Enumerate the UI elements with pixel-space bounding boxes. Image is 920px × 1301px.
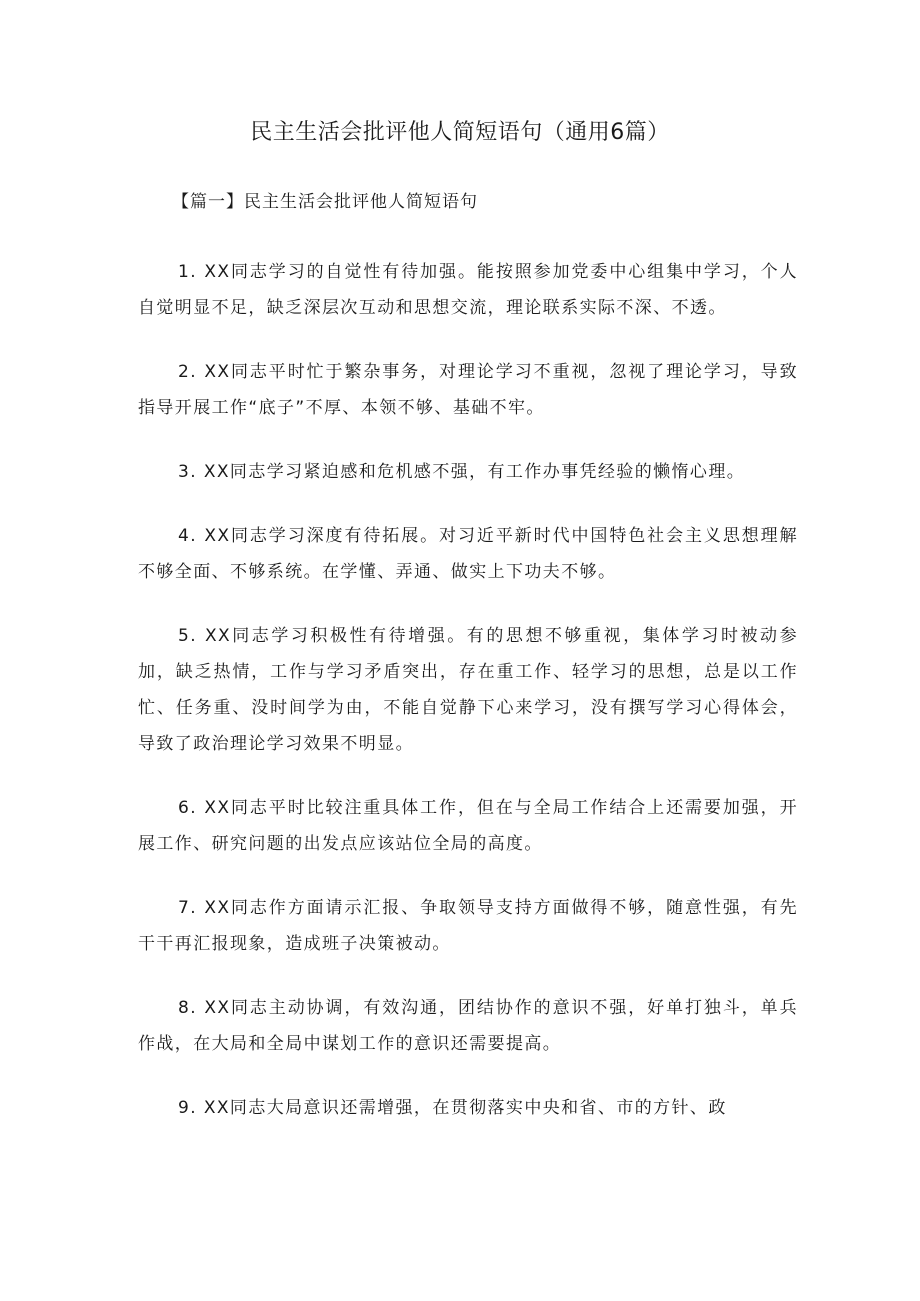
document-title: 民主生活会批评他人简短语句（通用6篇）: [250, 120, 670, 145]
list-item: 7. XX同志作方面请示汇报、争取领导支持方面做得不够，随意性强，有先干干再汇报现象，造成班子决策被动。: [138, 898, 798, 954]
list-item: 5. XX同志学习积极性有待增强。有的思想不够重视，集体学习时被动参加，缺乏热情，工作与学习矛盾突出，存在重工作、轻学习的思想，总是以工作忙、任务重、没时间学为由，不能自觉静下心来学习，没有撰写学习心得体会，导致了政治理论学习效果不明显。: [138, 626, 798, 754]
section-heading: 【篇一】民主生活会批评他人简短语句: [172, 192, 478, 212]
list-item: 3. XX同志学习紧迫感和危机感不强，有工作办事凭经验的懒惰心理。: [178, 462, 746, 482]
list-item: 1. XX同志学习的自觉性有待加强。能按照参加党委中心组集中学习，个人自觉明显不足，缺乏深层次互动和思想交流，理论联系实际不深、不透。: [138, 262, 798, 318]
list-item: 6. XX同志平时比较注重具体工作，但在与全局工作结合上还需要加强，开展工作、研究问题的出发点应该站位全局的高度。: [138, 798, 798, 854]
item-list: [138, 254, 798, 1154]
list-item: 4. XX同志学习深度有待拓展。对习近平新时代中国特色社会主义思想理解不够全面、不够系统。在学懂、弄通、做实上下功夫不够。: [138, 526, 798, 582]
list-item: 2. XX同志平时忙于繁杂事务，对理论学习不重视，忽视了理论学习，导致指导开展工作“底子”不厚、本领不够、基础不牢。: [138, 362, 798, 418]
list-item: 9. XX同志大局意识还需增强，在贯彻落实中央和省、市的方针、政: [178, 1098, 727, 1118]
list-item: 8. XX同志主动协调，有效沟通，团结协作的意识不强，好单打独斗，单兵作战，在大局和全局中谋划工作的意识还需要提高。: [138, 998, 798, 1054]
